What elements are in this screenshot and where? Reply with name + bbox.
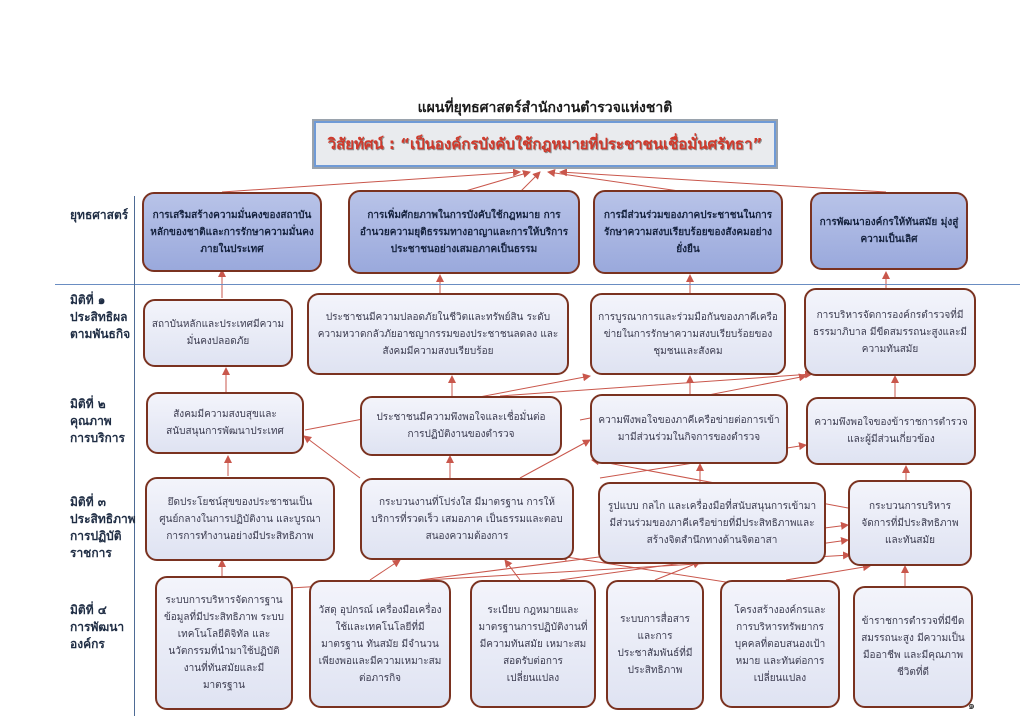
page-number: ๑	[968, 699, 975, 712]
strategy-box-3: การมีส่วนร่วมของภาคประชาชนในการรักษาความสงบเรียบร้อยของสังคมอย่างยั่งยืน	[593, 190, 783, 274]
row-label-dimension-4: มิติที่ ๔ การพัฒนา องค์กร	[70, 603, 125, 651]
d1-box-4: การบริหารจัดการองค์กรตำรวจที่มีธรรมาภิบาล มีขีดสมรรถนะสูงและมีความทันสมัย	[804, 288, 976, 376]
d2-box-3: ความพึงพอใจของภาคีเครือข่ายต่อการเข้ามามีส่วนร่วมในกิจการของตำรวจ	[590, 394, 788, 464]
row-label-strategy: ยุทธศาสตร์	[70, 208, 129, 222]
d2-box-4: ความพึงพอใจของข้าราชการตำรวจและผู้มีส่วนเกี่ยวข้อง	[806, 397, 976, 465]
d1-box-3: การบูรณาการและร่วมมือกันของภาคีเครือข่ายในการรักษาความสงบเรียบร้อยของชุมชนและสังคม	[590, 293, 786, 375]
d2-box-1: สังคมมีความสงบสุขและสนับสนุนการพัฒนาประเทศ	[146, 392, 304, 454]
d2-box-2: ประชาชนมีความพึงพอใจและเชื่อมั่นต่อการปฏิบัติงานของตำรวจ	[360, 396, 562, 456]
d4-box-6: ข้าราชการตำรวจที่มีขีดสมรรถนะสูง มีความเป็นมืออาชีพ และมีคุณภาพชีวิตที่ดี	[853, 586, 973, 708]
arrow	[520, 172, 540, 192]
row-label-dimension-2: มิติที่ ๒ คุณภาพ การบริการ	[70, 397, 125, 445]
map-title: แผนที่ยุทธศาสตร์สำนักงานตำรวจแห่งชาติ	[417, 100, 673, 116]
d4-box-1: ระบบการบริหารจัดการฐานข้อมูลที่มีประสิทธิภาพ ระบบเทคโนโลยีดิจิทัล และนวัตกรรมที่นำมาใช้ปฏิบัติงานที่ทันสมัยและมีมาตรฐาน	[155, 576, 293, 710]
d4-box-3: ระเบียบ กฎหมายและมาตรฐานการปฏิบัติงานที่มีความทันสมัย เหมาะสมสอดรับต่อการเปลี่ยนแปลง	[470, 580, 596, 708]
strategy-box-2: การเพิ่มศักยภาพในการบังคับใช้กฎหมาย การอำนวยความยุติธรรมทางอาญาและการให้บริการประชาชนอย่างเสมอภาคเป็นธรรม	[348, 190, 580, 274]
d1-box-2: ประชาชนมีความปลอดภัยในชีวิตและทรัพย์สิน ระดับความหวาดกลัวภัยอาชญากรรมของประชาชนลดลง และสังคมมีความสงบเรียบร้อย	[307, 293, 569, 375]
d3-box-1: ยึดประโยชน์สุขของประชาชนเป็นศูนย์กลางในการปฏิบัติงาน และบูรณาการการทำงานอย่างมีประสิทธิภาพ	[145, 477, 335, 561]
arrow	[505, 560, 520, 580]
arrow	[222, 172, 520, 192]
d3-box-4: กระบวนการบริหารจัดการที่มีประสิทธิภาพและทันสมัย	[848, 480, 972, 566]
d3-box-2: กระบวนงานที่โปร่งใส มีมาตรฐาน การให้บริการที่รวดเร็ว เสมอภาค เป็นธรรมและตอบสนองความต้องการ	[360, 478, 574, 560]
row-label-dimension-3: มิติที่ ๓ ประสิทธิภาพ การปฏิบัติ ราชการ	[70, 495, 136, 560]
strategy-box-1: การเสริมสร้างความมั่นคงของสถาบันหลักของชาติและการรักษาความมั่นคงภายในประเทศ	[142, 192, 322, 272]
vision-banner	[312, 119, 778, 169]
vision-text: วิสัยทัศน์ : “เป็นองค์กรบังคับใช้กฎหมายที่ประชาชนเชื่อมั่นศรัทธา”	[327, 135, 763, 153]
strategy-box-4: การพัฒนาองค์กรให้ทันสมัย มุ่งสู่ความเป็นเลิศ	[810, 192, 968, 270]
d4-box-5: โครงสร้างองค์กรและการบริหารทรัพยากรบุคคลที่ตอบสนองเป้าหมาย และทันต่อการเปลี่ยนแปลง	[720, 580, 840, 708]
d1-box-1: สถาบันหลักและประเทศมีความมั่นคงปลอดภัย	[143, 299, 293, 367]
arrow	[500, 374, 812, 396]
strategy-separator	[55, 284, 1020, 285]
d3-box-3: รูปแบบ กลไก และเครื่องมือที่สนับสนุนการเข้ามามีส่วนร่วมของภาคีเครือข่ายที่มีประสิทธิภาพและสร้างจิตสำนึกทางด้านจิตอาสา	[598, 482, 826, 564]
d4-box-4: ระบบการสื่อสารและการประชาสัมพันธ์ที่มีประสิทธิภาพ	[606, 580, 704, 710]
arrow	[560, 172, 886, 192]
arrow	[786, 566, 870, 580]
d4-box-2: วัสดุ อุปกรณ์ เครื่องมือเครื่องใช้และเทคโนโลยีที่มีมาตรฐาน ทันสมัย มีจำนวนเพียงพอและมีความเหมาะสมต่อภารกิจ	[309, 580, 451, 708]
arrow	[370, 560, 400, 580]
arrow	[304, 436, 360, 478]
row-label-dimension-1: มิติที่ ๑ ประสิทธิผล ตามพันธกิจ	[70, 293, 131, 341]
